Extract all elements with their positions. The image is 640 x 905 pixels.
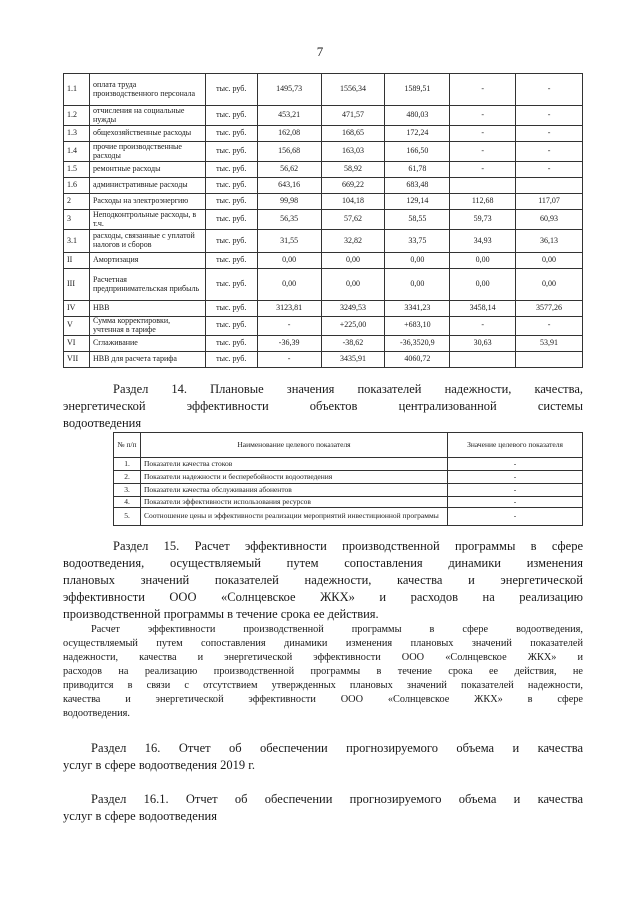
- cell-unit: тыс. руб.: [205, 301, 257, 317]
- cell-v1: -: [257, 317, 321, 336]
- cell-num: 1.: [114, 458, 141, 471]
- cell-name: Показатели надежности и бесперебойности водоотведения: [141, 471, 448, 484]
- cell-name: административные расходы: [89, 178, 205, 194]
- cell-v2: 471,57: [321, 106, 385, 126]
- cell-v5: 60,93: [516, 210, 583, 230]
- cell-v2: 58,92: [321, 162, 385, 178]
- cell-num: 3.: [114, 484, 141, 497]
- cell-v1: 156,68: [257, 142, 321, 162]
- cell-unit: тыс. руб.: [205, 142, 257, 162]
- cell-name: прочие производственные расходы: [89, 142, 205, 162]
- cell-name: Расходы на электроэнергию: [89, 194, 205, 210]
- cell-name: Сглаживание: [89, 335, 205, 351]
- cell-v3: 0,00: [385, 269, 450, 301]
- cell-v4: -: [450, 162, 516, 178]
- cell-name: Амортизация: [89, 253, 205, 269]
- cell-v3: 61,78: [385, 162, 450, 178]
- cell-v5: 3577,26: [516, 301, 583, 317]
- cell-v2: +225,00: [321, 317, 385, 336]
- cell-v4: -: [450, 74, 516, 106]
- cell-v3: 58,55: [385, 210, 450, 230]
- cell-num: 1.2: [64, 106, 90, 126]
- cell-v1: 0,00: [257, 253, 321, 269]
- table-row: [114, 471, 583, 484]
- cell-unit: тыс. руб.: [205, 178, 257, 194]
- cell-name: оплата труда производственного персонала: [89, 74, 205, 106]
- cell-v2: 3249,53: [321, 301, 385, 317]
- table-row: [64, 253, 583, 269]
- cell-unit: тыс. руб.: [205, 335, 257, 351]
- cell-v3: 683,48: [385, 178, 450, 194]
- page-number: 7: [316, 44, 324, 59]
- cell-v3: -36,3520,9: [385, 335, 450, 351]
- cell-num: 2.: [114, 471, 141, 484]
- cell-name: Сумма корректировки, учтенная в тарифе: [89, 317, 205, 336]
- section-14-title-line-2: энергетической эффективности объектов централизованной системы: [63, 399, 583, 413]
- cell-num: IV: [64, 301, 90, 317]
- cell-name: Показатели эффективности использования ресурсов: [141, 497, 448, 508]
- table-row: [64, 162, 583, 178]
- cell-v5: [516, 178, 583, 194]
- cell-v4: [450, 351, 516, 367]
- col-num-header: № п/п: [114, 433, 141, 458]
- col-name-header: Наименование целевого показателя: [141, 433, 448, 458]
- cell-v4: -: [450, 317, 516, 336]
- table-row: [64, 269, 583, 301]
- cell-v4: 0,00: [450, 269, 516, 301]
- cell-v4: -: [450, 106, 516, 126]
- cell-unit: тыс. руб.: [205, 317, 257, 336]
- table-row: [114, 508, 583, 526]
- cell-num: 3: [64, 210, 90, 230]
- cell-unit: тыс. руб.: [205, 230, 257, 253]
- cell-v5: -: [516, 126, 583, 142]
- cell-unit: тыс. руб.: [205, 162, 257, 178]
- cell-v3: 0,00: [385, 253, 450, 269]
- cell-num: 4.: [114, 497, 141, 508]
- cell-name: расходы, связанные с уплатой налогов и сборов: [89, 230, 205, 253]
- cell-v2: 57,62: [321, 210, 385, 230]
- section-15-body-line-5: приводится в связи с отсутствием утвержденных плановых значений показателей надежности,: [63, 680, 583, 691]
- table-row: [64, 301, 583, 317]
- cell-num: 3.1: [64, 230, 90, 253]
- cell-name: НВВ: [89, 301, 205, 317]
- cell-v3: 1589,51: [385, 74, 450, 106]
- section-15-title-line-5: производственной программы в течение срока ее действия.: [63, 607, 379, 621]
- cell-v5: -: [516, 106, 583, 126]
- cell-v5: -: [516, 162, 583, 178]
- cell-v3: 33,75: [385, 230, 450, 253]
- cell-name: ремонтные расходы: [89, 162, 205, 178]
- cell-name: Расчетная предпринимательская прибыль: [89, 269, 205, 301]
- cell-v4: -: [450, 126, 516, 142]
- table-row: [64, 335, 583, 351]
- cell-num: 1.4: [64, 142, 90, 162]
- cell-v2: 168,65: [321, 126, 385, 142]
- cell-v2: 0,00: [321, 269, 385, 301]
- cell-unit: тыс. руб.: [205, 126, 257, 142]
- section-15-body-line-7: водоотведения.: [63, 708, 130, 719]
- cell-v3: 3341,23: [385, 301, 450, 317]
- section-16-title-line-1: Раздел 16. Отчет об обеспечении прогнозируемого объема и качества: [91, 741, 583, 755]
- cell-num: II: [64, 253, 90, 269]
- indicators-table: [113, 432, 583, 526]
- cell-v2: 1556,34: [321, 74, 385, 106]
- cell-name: отчисления на социальные нужды: [89, 106, 205, 126]
- table-row: [64, 230, 583, 253]
- cell-v4: -: [450, 142, 516, 162]
- section-16-1-title-line-2: услуг в сфере водоотведения: [63, 809, 217, 823]
- cell-v1: 162,08: [257, 126, 321, 142]
- section-15-title-line-4: эффективности ООО «Солнцевское ЖКХ» и расходов на реализацию: [63, 590, 583, 604]
- col-value-header: Значение целевого показателя: [448, 433, 583, 458]
- cell-name: Соотношение цены и эффективности реализации мероприятий инвестиционной программы: [141, 508, 448, 526]
- cell-v4: 0,00: [450, 253, 516, 269]
- table-row: [64, 210, 583, 230]
- cell-v1: 1495,73: [257, 74, 321, 106]
- cell-v2: 669,22: [321, 178, 385, 194]
- section-16-title-line-2: услуг в сфере водоотведения 2019 г.: [63, 758, 256, 772]
- cell-v2: 0,00: [321, 253, 385, 269]
- indicators-header-row: [114, 433, 583, 458]
- cell-v3: 166,50: [385, 142, 450, 162]
- cell-v1: 56,62: [257, 162, 321, 178]
- cell-num: 1.3: [64, 126, 90, 142]
- cell-num: V: [64, 317, 90, 336]
- cell-num: VI: [64, 335, 90, 351]
- table-row: [114, 497, 583, 508]
- cell-v1: 56,35: [257, 210, 321, 230]
- table-row: [114, 484, 583, 497]
- table-row: [64, 194, 583, 210]
- cell-value: -: [448, 508, 583, 526]
- cell-unit: тыс. руб.: [205, 253, 257, 269]
- table-row: [64, 351, 583, 367]
- cell-name: Показатели качества обслуживания абонентов: [141, 484, 448, 497]
- table-row: [64, 317, 583, 336]
- cell-v2: 163,03: [321, 142, 385, 162]
- section-15-title-line-2: водоотведения, осуществляемый путем сопоставления динамики изменения: [63, 556, 583, 570]
- expenses-table: [63, 73, 583, 368]
- cell-num: VII: [64, 351, 90, 367]
- cell-v5: 117,07: [516, 194, 583, 210]
- cell-value: -: [448, 458, 583, 471]
- section-15-title-line-3: плановых значений показателей надежности, качества и энергетической: [63, 573, 583, 587]
- cell-num: 2: [64, 194, 90, 210]
- cell-value: -: [448, 471, 583, 484]
- cell-v1: 99,98: [257, 194, 321, 210]
- cell-v1: 453,21: [257, 106, 321, 126]
- cell-unit: тыс. руб.: [205, 194, 257, 210]
- cell-name: Неподконтрольные расходы, в т.ч.: [89, 210, 205, 230]
- cell-v2: 32,82: [321, 230, 385, 253]
- cell-v1: 643,16: [257, 178, 321, 194]
- cell-num: 5.: [114, 508, 141, 526]
- cell-name: Показатели качества стоков: [141, 458, 448, 471]
- cell-unit: тыс. руб.: [205, 74, 257, 106]
- cell-value: -: [448, 497, 583, 508]
- section-15-title-line-1: Раздел 15. Расчет эффективности производственной программы в сфере: [113, 539, 583, 553]
- cell-v1: 31,55: [257, 230, 321, 253]
- cell-unit: тыс. руб.: [205, 210, 257, 230]
- cell-v1: 3123,81: [257, 301, 321, 317]
- cell-unit: тыс. руб.: [205, 351, 257, 367]
- cell-num: 1.6: [64, 178, 90, 194]
- cell-num: 1.1: [64, 74, 90, 106]
- cell-num: 1.5: [64, 162, 90, 178]
- cell-value: -: [448, 484, 583, 497]
- cell-v4: 30,63: [450, 335, 516, 351]
- table-row: [64, 178, 583, 194]
- table-row: [64, 74, 583, 106]
- cell-v2: 3435,91: [321, 351, 385, 367]
- cell-v5: [516, 351, 583, 367]
- table-row: [64, 126, 583, 142]
- cell-name: НВВ для расчета тарифа: [89, 351, 205, 367]
- cell-v2: -38,62: [321, 335, 385, 351]
- section-16-1-title-line-1: Раздел 16.1. Отчет об обеспечении прогнозируемого объема и качества: [91, 792, 583, 806]
- cell-num: III: [64, 269, 90, 301]
- cell-v5: -: [516, 74, 583, 106]
- cell-v3: +683,10: [385, 317, 450, 336]
- table-row: [114, 458, 583, 471]
- cell-name: общехозяйственные расходы: [89, 126, 205, 142]
- cell-v4: 34,93: [450, 230, 516, 253]
- section-15-body-line-6: качества и энергетической эффективности ООО «Солнцевское ЖКХ» в сфере: [63, 694, 583, 705]
- section-15-body-line-1: Расчет эффективности производственной программы в сфере водоотведения,: [91, 624, 583, 635]
- section-14-title-line-1: Раздел 14. Плановые значения показателей надежности, качества,: [113, 382, 583, 396]
- cell-v5: 0,00: [516, 269, 583, 301]
- cell-v5: -: [516, 317, 583, 336]
- cell-v5: -: [516, 142, 583, 162]
- cell-v1: -36,39: [257, 335, 321, 351]
- cell-v1: -: [257, 351, 321, 367]
- cell-v5: 36,13: [516, 230, 583, 253]
- cell-v4: [450, 178, 516, 194]
- cell-v1: 0,00: [257, 269, 321, 301]
- section-15-body-line-2: осуществляемый путем сопоставления динамики изменения плановых значений показателей: [63, 638, 583, 649]
- cell-v3: 172,24: [385, 126, 450, 142]
- section-15-body-line-4: расходов на реализацию производственной программы в течение срока ее действия, не: [63, 666, 583, 677]
- cell-v3: 480,03: [385, 106, 450, 126]
- cell-v4: 59,73: [450, 210, 516, 230]
- table-row: [64, 142, 583, 162]
- cell-v3: 4060,72: [385, 351, 450, 367]
- table-row: [64, 106, 583, 126]
- cell-unit: тыс. руб.: [205, 106, 257, 126]
- cell-v4: 3458,14: [450, 301, 516, 317]
- cell-v5: 0,00: [516, 253, 583, 269]
- cell-v3: 129,14: [385, 194, 450, 210]
- cell-unit: тыс. руб.: [205, 269, 257, 301]
- cell-v5: 53,91: [516, 335, 583, 351]
- cell-v4: 112,68: [450, 194, 516, 210]
- cell-v2: 104,18: [321, 194, 385, 210]
- section-14-title-line-3: водоотведения: [63, 416, 142, 430]
- section-15-body-line-3: надежности, качества и энергетической эффективности ООО «Солнцевское ЖКХ» и: [63, 652, 583, 663]
